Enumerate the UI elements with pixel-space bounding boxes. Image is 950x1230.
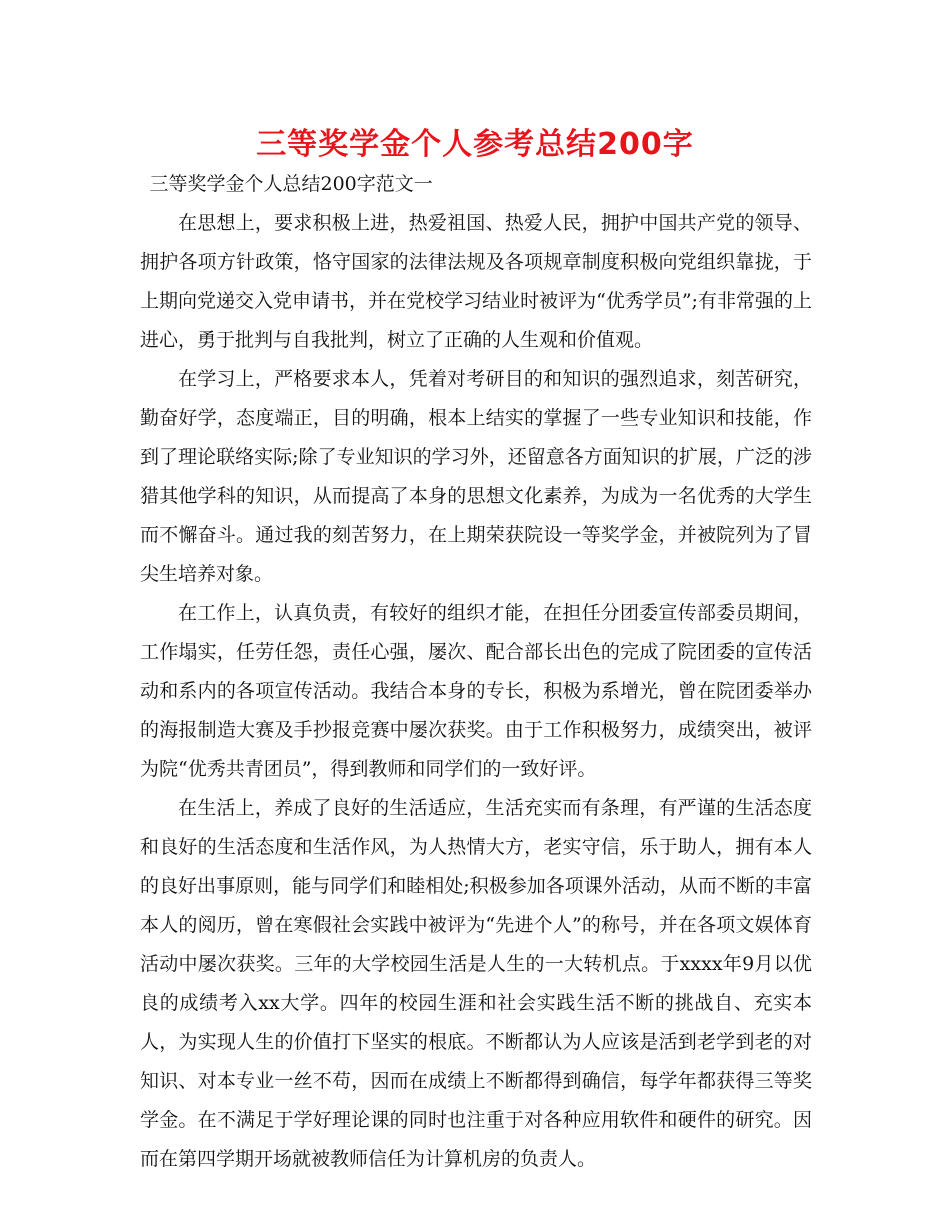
paragraph-work: 在工作上，认真负责，有较好的组织才能，在担任分团委宣传部委员期间，工作塌实，任劳任怨，责任心强，屡次、配合部长出色的完成了院团委的宣传活动和系内的各项宣传活动。我结合本身的专长，积极为系增光，曾在院团委举办的海报制造大赛及手抄报竞赛中屡次获奖。由于工作积极努力，成绩突出，被评为院“优秀共青团员”，得到教师和同学们的一致好评。 (140, 602, 812, 780)
paragraph-life: 在生活上，养成了良好的生活适应，生活充实而有条理，有严谨的生活态度和良好的生活态度和生活作风，为人热情大方，老实守信，乐于助人，拥有本人的良好出事原则，能与同学们和睦相处;积极参加各项课外活动，从而不断的丰富本人的阅历，曾在寒假社会实践中被评为“先进个人”的称号，并在各项文娱体育活动中屡次获奖。三年的大学校园生活是人生的一大转机点。于xxxx年9月以优良的成绩考入xx大学。四年的校园生涯和社会实践生活不断的挑战自、充实本人，为实现人生的价值打下坚实的根底。不断都认为人应该是活到老学到老的对知识、对本专业一丝不苟，因而在成绩上不断都得到确信，每学年都获得三等奖学金。在不满足于学好理论课的同时也注重于对各种应用软件和硬件的研究。因而在第四学期开场就被教师信任为计算机房的负责人。 (140, 797, 812, 1170)
paragraph-thought: 在思想上，要求积极上进，热爱祖国、热爱人民，拥护中国共产党的领导、拥护各项方针政策，恪守国家的法律法规及各项规章制度积极向党组织靠拢，于上期向党递交入党申请书，并在党校学习结业时被评为“优秀学员”;有非常强的上进心，勇于批判与自我批判，树立了正确的人生观和价值观。 (140, 212, 812, 351)
document-subtitle: 三等奖学金个人总结200字范文一 (149, 173, 433, 195)
document-body (140, 165, 812, 1179)
document-title: 三等奖学金个人参考总结200字 (256, 127, 694, 162)
paragraph-study: 在学习上，严格要求本人，凭着对考研目的和知识的强烈追求，刻苦研究，勤奋好学，态度端正，目的明确，根本上结实的掌握了一些专业知识和技能，作到了理论联络实际;除了专业知识的学习外，还留意各方面知识的扩展，广泛的涉猎其他学科的知识，从而提高了本身的思想文化素养，为成为一名优秀的大学生而不懈奋斗。通过我的刻苦努力，在上期荣获院设一等奖学金，并被院列为了冒尖生培养对象。 (140, 368, 812, 585)
